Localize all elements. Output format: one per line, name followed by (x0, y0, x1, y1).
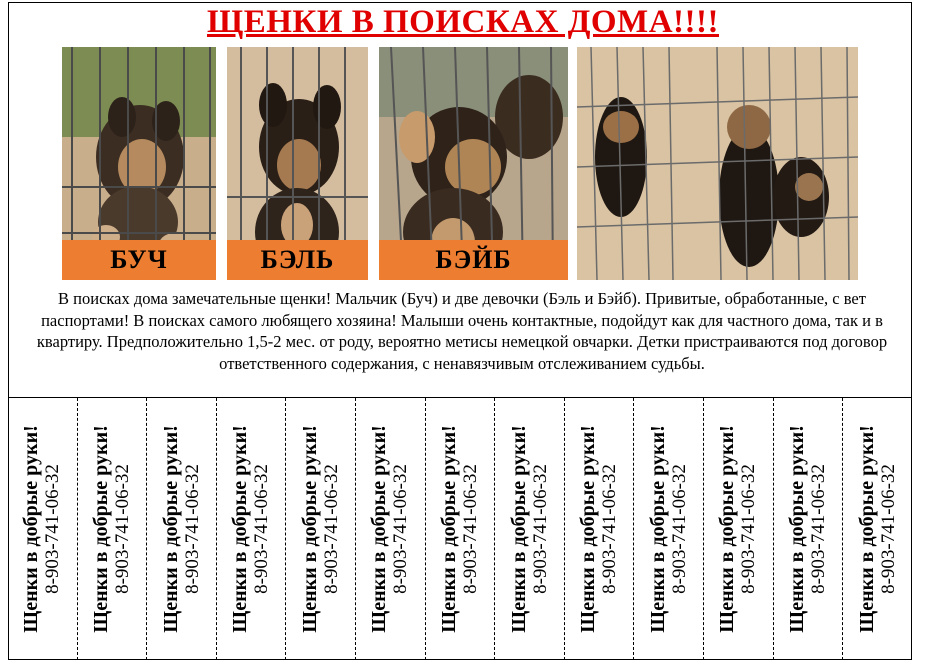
puppy-name-bel: БЭЛЬ (227, 240, 368, 280)
poster-title: ЩЕНКИ В ПОИСКАХ ДОМА!!!! (206, 4, 719, 40)
tear-off-text (299, 425, 343, 633)
tear-off-slogan: Щенки в добрые руки! (855, 425, 878, 633)
tear-off-phone: 8-903-741-06-32 (877, 464, 899, 594)
tear-off-text (438, 425, 482, 633)
tear-off-strips (8, 398, 912, 660)
description-text: В поисках дома замечательные щенки! Мальчик (Буч) и две девочки (Бэль и Бэйб). Привитые, обработанные, с вет паспортами! В поисках самого любящего хозяина! Малыши очень контактные, подойдут как для частного дома, так и в квартиру. Предположительно 1,5-2 мес. от роду, вероятно метисы немецкой овчарки. Детки пристраиваются под договор ответственного содержания, с ненавязчивым отслеживанием судьбы. (36, 289, 888, 373)
tear-off-text (229, 425, 273, 633)
tear-off-text (716, 425, 760, 633)
tear-off-phone: 8-903-741-06-32 (320, 464, 342, 594)
tear-off-slogan: Щенки в добрые руки! (646, 425, 669, 633)
tear-off-text (20, 425, 64, 633)
puppy-name-buch: БУЧ (62, 240, 216, 280)
tear-off-text (577, 425, 621, 633)
tear-off-tab[interactable] (78, 398, 148, 660)
tear-off-text (856, 425, 900, 633)
tear-off-slogan: Щенки в добрые руки! (507, 425, 530, 633)
tear-off-tab[interactable] (843, 398, 912, 660)
tear-off-phone: 8-903-741-06-32 (599, 464, 621, 594)
puppies-group-photo (577, 47, 858, 280)
tear-off-phone: 8-903-741-06-32 (808, 464, 829, 594)
tear-off-phone: 8-903-741-06-32 (668, 464, 690, 594)
tear-off-text (647, 425, 691, 633)
tear-off-phone: 8-903-741-06-32 (390, 464, 412, 594)
tear-off-phone: 8-903-741-06-32 (529, 464, 551, 594)
tear-off-phone: 8-903-741-06-32 (251, 464, 273, 594)
tear-off-slogan: Щенки в добрые руки! (437, 425, 460, 633)
tear-off-phone: 8-903-741-06-32 (111, 464, 133, 594)
tear-off-slogan: Щенки в добрые руки! (229, 425, 252, 633)
tear-off-tab[interactable] (8, 398, 78, 660)
tear-off-tab[interactable] (147, 398, 217, 660)
tear-off-slogan: Щенки в добрые руки! (368, 425, 391, 633)
tear-off-slogan: Щенки в добрые руки! (577, 425, 600, 633)
tear-off-tab[interactable] (565, 398, 635, 660)
tear-off-phone: 8-903-741-06-32 (738, 464, 760, 594)
tear-off-slogan: Щенки в добрые руки! (89, 425, 112, 633)
tear-off-tab[interactable] (217, 398, 287, 660)
tear-off-tab[interactable] (356, 398, 426, 660)
tear-off-text (368, 425, 412, 633)
tear-off-slogan: Щенки в добрые руки! (786, 425, 808, 633)
tear-off-tab[interactable] (774, 398, 844, 660)
tear-off-tab[interactable] (704, 398, 774, 660)
tear-off-phone: 8-903-741-06-32 (181, 464, 203, 594)
tear-off-text (508, 425, 552, 633)
puppy-name-beib: БЭЙБ (379, 240, 568, 280)
tear-off-slogan: Щенки в добрые руки! (20, 425, 43, 633)
tear-off-slogan: Щенки в добрые руки! (716, 425, 739, 633)
tear-off-slogan: Щенки в добрые руки! (298, 425, 321, 633)
tear-off-tab[interactable] (286, 398, 356, 660)
tear-off-slogan: Щенки в добрые руки! (159, 425, 182, 633)
tear-off-tab[interactable] (634, 398, 704, 660)
tear-off-phone: 8-903-741-06-32 (42, 464, 64, 594)
tear-off-text (786, 425, 830, 633)
tear-off-tab[interactable] (495, 398, 565, 660)
tear-off-text (90, 425, 134, 633)
tear-off-text (160, 425, 204, 633)
tear-off-tab[interactable] (426, 398, 496, 660)
tear-off-phone: 8-903-741-06-32 (459, 464, 481, 594)
